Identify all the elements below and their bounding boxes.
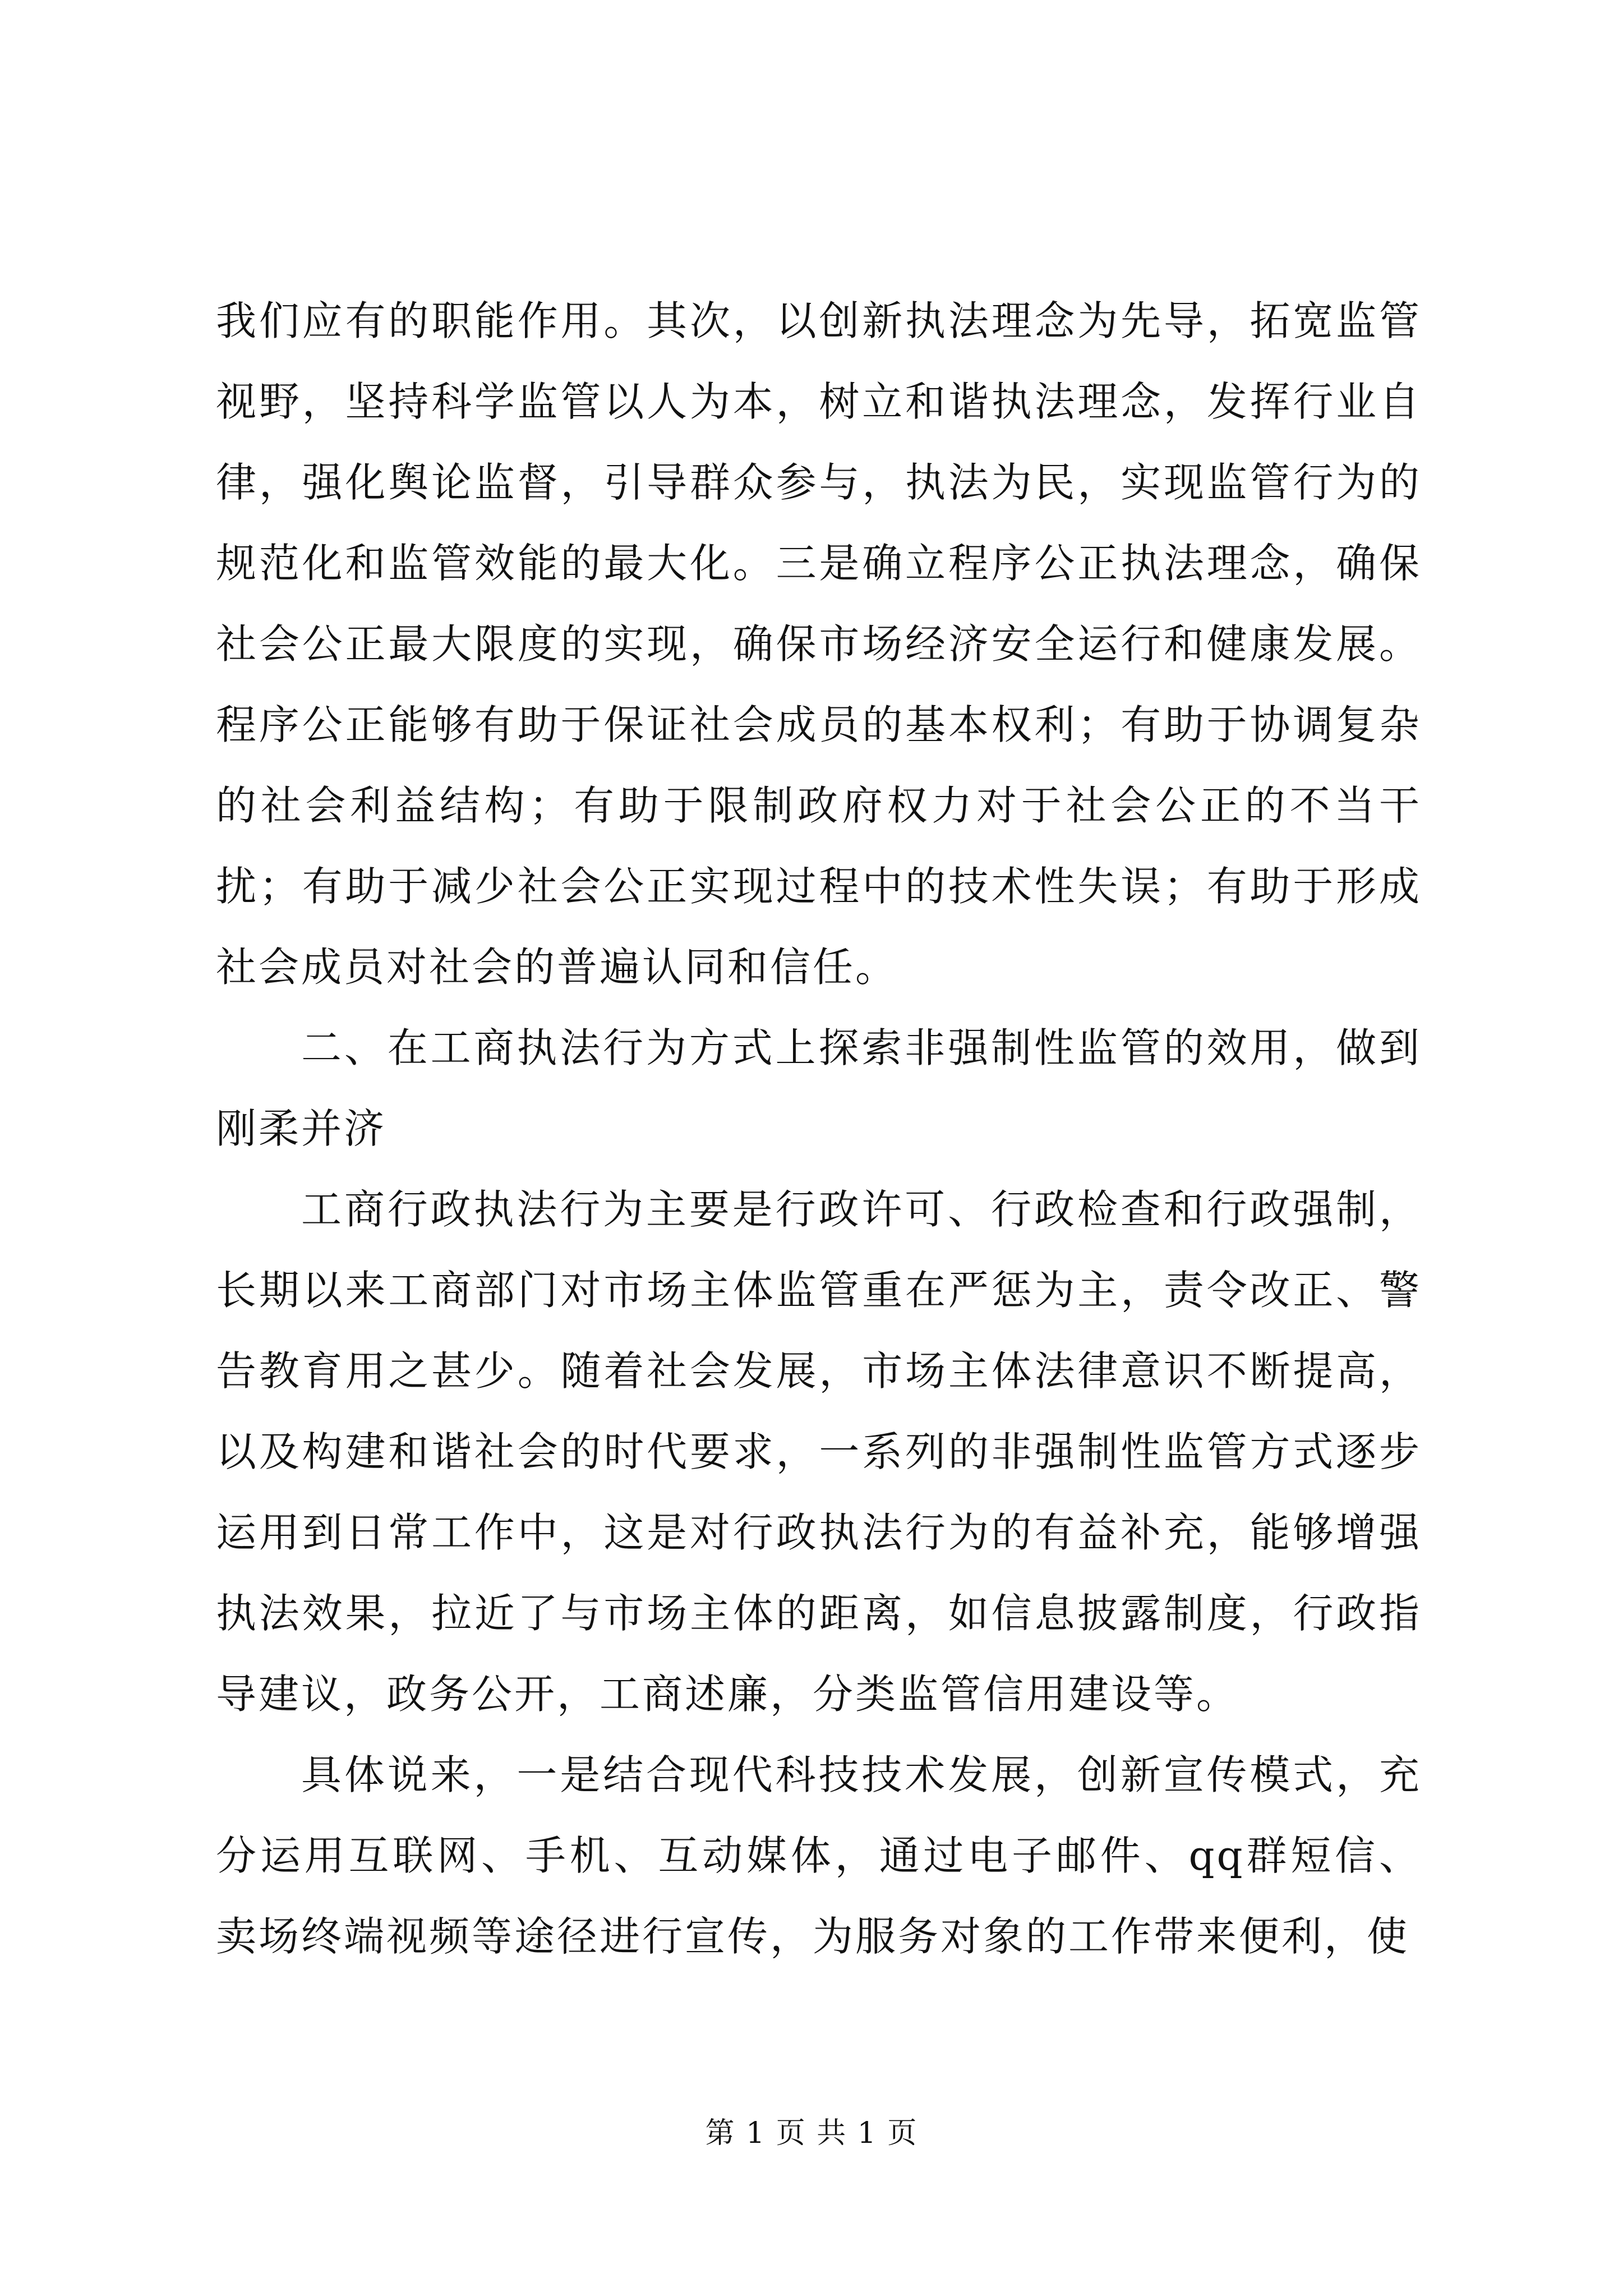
page-footer: 第 1 页 共 1 页 xyxy=(705,2116,918,2150)
section-heading-2: 二、在工商执法行为方式上探索非强制性监管的效用，做到刚柔并济 xyxy=(216,1024,1422,1152)
paragraph-1: 我们应有的职能作用。其次，以创新执法理念为先导，拓宽监管视野，坚持科学监管以人为本，树立和谐执法理念，发挥行业自律，强化舆论监督，引导群众参与，执法为民，实现监管行为的规范化和监管效能的最大化。三是确立程序公正执法理念，确保社会公正最大限度的实现，确保市场经济安全运行和健康发展。程序公正能够有助于保证社会成员的基本权利；有助于协调复杂的社会利益结构；有助于限制政府权力对于社会公正的不当干扰；有助于减少社会公正实现过程中的技术性失误；有助于形成社会成员对社会的普遍认同和信任。 xyxy=(216,297,1422,991)
document-body xyxy=(216,280,1422,1977)
paragraph-4: 具体说来，一是结合现代科技技术发展，创新宣传模式，充分运用互联网、手机、互动媒体，通过电子邮件、qq群短信、卖场终端视频等途径进行宣传，为服务对象的工作带来便利，使 xyxy=(216,1751,1422,1960)
paragraph-3: 工商行政执法行为主要是行政许可、行政检查和行政强制，长期以来工商部门对市场主体监管重在严惩为主，责令改正、警告教育用之甚少。随着社会发展，市场主体法律意识不断提高，以及构建和谐社会的时代要求，一系列的非强制性监管方式逐步运用到日常工作中，这是对行政执法行为的有益补充，能够增强执法效果，拉近了与市场主体的距离，如信息披露制度，行政指导建议，政务公开，工商述廉，分类监管信用建设等。 xyxy=(216,1186,1422,1718)
